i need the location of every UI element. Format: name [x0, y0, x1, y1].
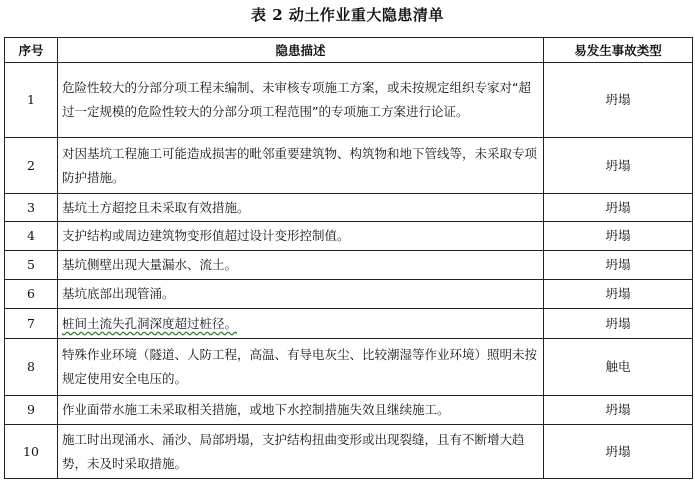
table-row	[5, 280, 693, 309]
row-accident-type: 坍塌	[544, 194, 693, 222]
header-no: 序号	[5, 38, 58, 63]
row-accident-type: 坍塌	[544, 63, 693, 138]
row-description-text: 桩间土流失孔洞深度超过桩径。	[62, 315, 238, 331]
row-no: 4	[5, 222, 58, 251]
row-no: 9	[5, 396, 58, 425]
row-accident-type: 坍塌	[544, 280, 693, 309]
row-description: 对因基坑工程施工可能造成损害的毗邻重要建筑物、构筑物和地下管线等，未采取专项防护措施。	[58, 138, 544, 194]
row-no: 5	[5, 251, 58, 280]
row-no: 3	[5, 194, 58, 222]
header-accident-type: 易发生事故类型	[544, 38, 693, 63]
table-title: 表 2 动土作业重大隐患清单	[251, 6, 444, 24]
table-row	[5, 138, 693, 194]
row-description: 危险性较大的分部分项工程未编制、未审核专项施工方案，或未按规定组织专家对“超过一定规模的危险性较大的分部分项工程范围”的专项施工方案进行论证。	[58, 63, 544, 138]
row-no: 2	[5, 138, 58, 194]
table-header-row	[5, 38, 693, 63]
row-description: 施工时出现涌水、涌沙、局部坍塌，支护结构扭曲变形或出现裂缝，且有不断增大趋势，未及时采取措施。	[58, 425, 544, 479]
row-description: 特殊作业环境（隧道、人防工程，高温、有导电灰尘、比较潮湿等作业环境）照明未按规定使用安全电压的。	[58, 339, 544, 396]
table-row	[5, 63, 693, 138]
row-description: 基坑侧壁出现大量漏水、流土。	[58, 251, 544, 280]
row-accident-type: 坍塌	[544, 425, 693, 479]
row-accident-type: 坍塌	[544, 222, 693, 251]
row-no: 10	[5, 425, 58, 479]
table-row	[5, 339, 693, 396]
table-row	[5, 425, 693, 479]
row-description: 支护结构或周边建筑物变形值超过设计变形控制值。	[58, 222, 544, 251]
row-accident-type: 坍塌	[544, 396, 693, 425]
row-description: 基坑土方超挖且未采取有效措施。	[58, 194, 544, 222]
table-row	[5, 309, 693, 339]
row-accident-type: 坍塌	[544, 138, 693, 194]
row-accident-type: 坍塌	[544, 309, 693, 339]
row-no: 8	[5, 339, 58, 396]
header-description: 隐患描述	[58, 38, 544, 63]
hazard-table	[4, 37, 693, 479]
row-description: 基坑底部出现管涌。	[58, 280, 544, 309]
table-row	[5, 222, 693, 251]
row-accident-type: 坍塌	[544, 251, 693, 280]
table-row	[5, 194, 693, 222]
row-no: 1	[5, 63, 58, 138]
table-row	[5, 251, 693, 280]
row-description: 作业面带水施工未采取相关措施，或地下水控制措施失效且继续施工。	[58, 396, 544, 425]
row-accident-type: 触电	[544, 339, 693, 396]
row-no: 6	[5, 280, 58, 309]
table-row	[5, 396, 693, 425]
row-no: 7	[5, 309, 58, 339]
row-description	[58, 309, 544, 339]
